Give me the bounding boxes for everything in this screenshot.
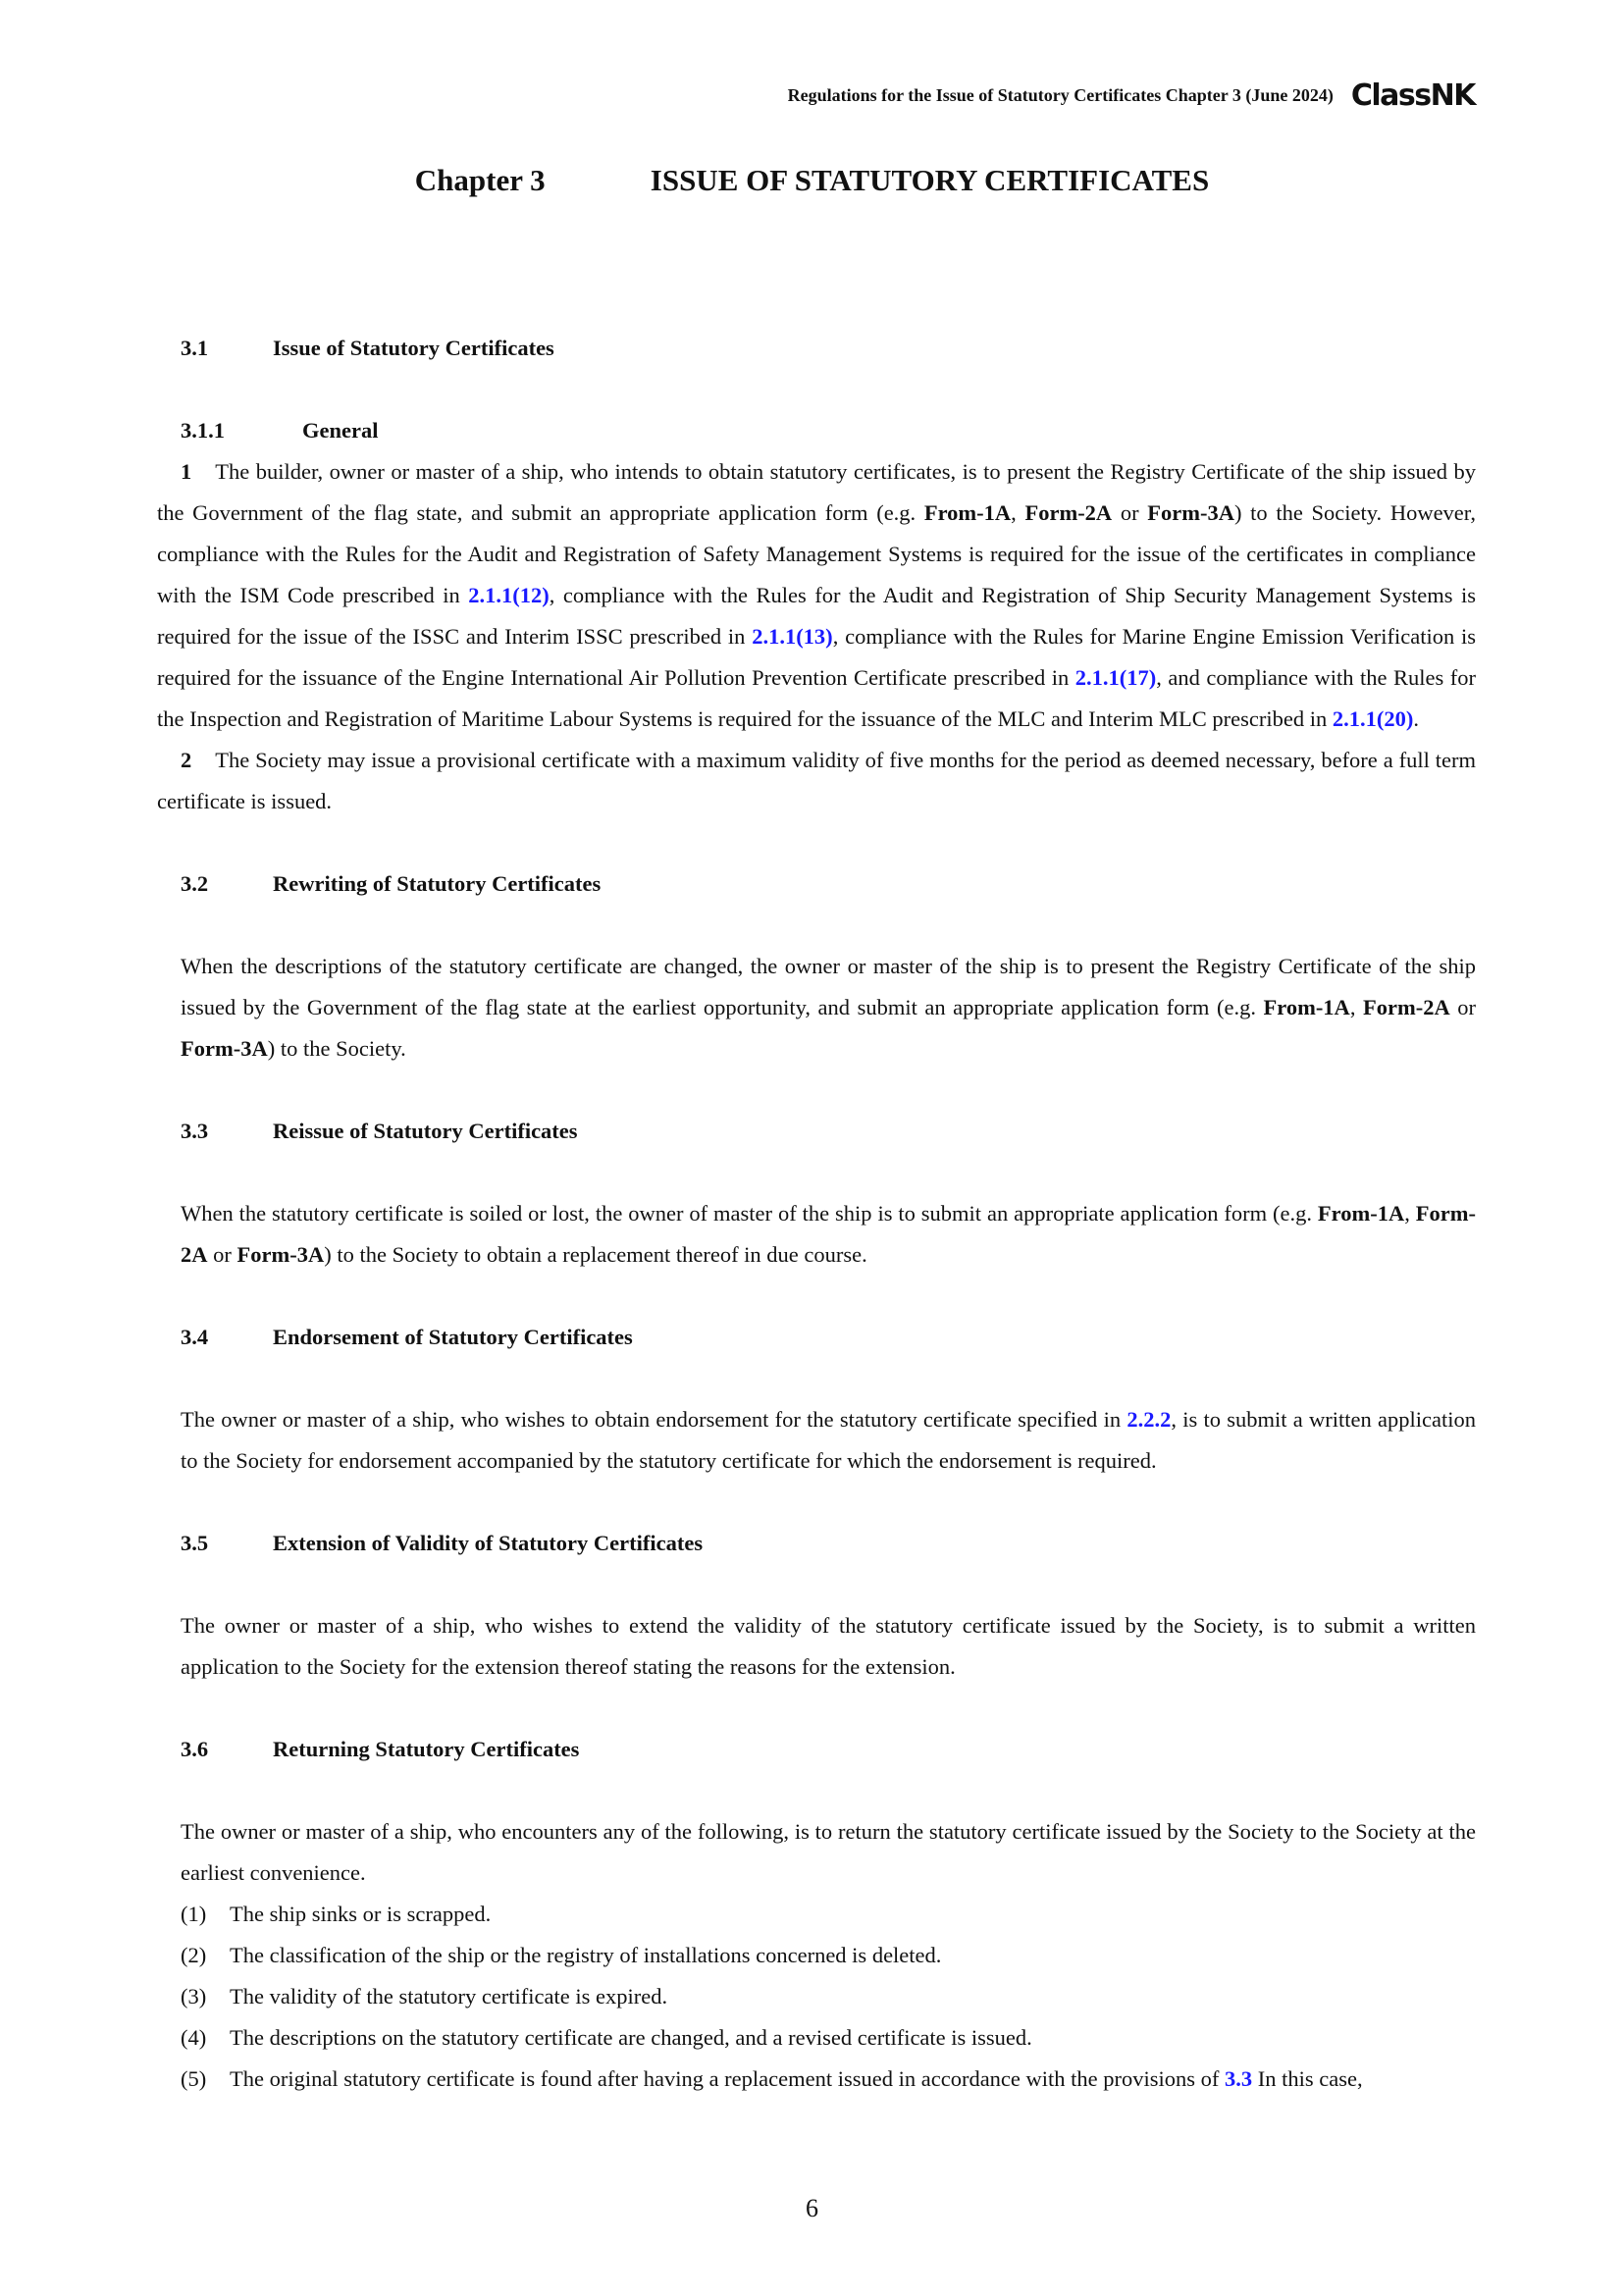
section-title: Endorsement of Statutory Certificates	[273, 1325, 633, 1349]
paragraph-3-6: The owner or master of a ship, who encounters any of the following, is to return the statutory certificate issued by the Society to the Society at the earliest convenience.	[181, 1819, 1476, 1885]
section-title: Reissue of Statutory Certificates	[273, 1119, 578, 1143]
paragraph-3-1-1-2: 2 The Society may issue a provisional certificate with a maximum validity of five months for the period as deemed necessary, before a full term certificate is issued.	[157, 748, 1476, 813]
section-title: Rewriting of Statutory Certificates	[273, 871, 602, 896]
ref-link-2-1-1-20[interactable]: 2.1.1(20)	[1332, 706, 1414, 731]
list-item: (3) The validity of the statutory certificate is expired.	[181, 1984, 668, 2009]
section-number: 3.5	[181, 1531, 209, 1555]
section-3-1-heading	[181, 328, 1476, 369]
ref-link-2-1-1-13[interactable]: 2.1.1(13)	[752, 624, 833, 649]
list-item: (2) The classification of the ship or the registry of installations concerned is deleted.	[181, 1943, 942, 1967]
chapter-title: ISSUE OF STATUTORY CERTIFICATES	[650, 163, 1210, 197]
paragraph-3-5: The owner or master of a ship, who wishes to extend the validity of the statutory certificate issued by the Society, is to submit a written application to the Society for the extension thereof stating the reasons for the extension.	[181, 1613, 1476, 1679]
paragraph-3-2: When the descriptions of the statutory certificate are changed, the owner or master of the ship is to present the Registry Certificate of the ship issued by the Government of the flag state at the earliest opportunity, and submit an appropriate application form (e.g. From-1A, Form-2A or Form-3A) to the Society.	[181, 954, 1476, 1061]
section-number: 3.6	[181, 1737, 209, 1761]
section-number: 3.2	[181, 871, 209, 896]
subsection-number: 3.1.1	[181, 418, 225, 443]
running-header	[788, 78, 1475, 113]
section-3-2-heading	[181, 863, 1476, 905]
subsection-3-1-1-heading	[181, 410, 1476, 451]
ref-link-2-1-1-12[interactable]: 2.1.1(12)	[468, 583, 550, 607]
section-3-3-heading	[181, 1111, 1476, 1152]
section-3-5-heading	[181, 1523, 1476, 1564]
paragraph-number: 2	[181, 748, 192, 772]
return-conditions-list	[181, 1894, 1476, 2100]
section-number: 3.1	[181, 336, 209, 360]
chapter-heading	[0, 163, 1624, 198]
section-number: 3.4	[181, 1325, 209, 1349]
section-3-4-heading	[181, 1317, 1476, 1358]
section-number: 3.3	[181, 1119, 209, 1143]
document-body	[157, 328, 1476, 2100]
paragraph-3-4: The owner or master of a ship, who wishes to obtain endorsement for the statutory certificate specified in 2.2.2, is to submit a written application to the Society for endorsement accompanied by the statutory certificate for which the endorsement is required.	[181, 1407, 1477, 1473]
list-item: (4) The descriptions on the statutory certificate are changed, and a revised certificate is issued.	[181, 2025, 1032, 2050]
chapter-number: Chapter 3	[414, 163, 546, 197]
paragraph-3-3: When the statutory certificate is soiled or lost, the owner of master of the ship is to submit an appropriate application form (e.g. From-1A, Form-2A or Form-3A) to the Society to obtain a replacement thereof in due course.	[181, 1201, 1476, 1267]
list-item: (1) The ship sinks or is scrapped.	[181, 1902, 492, 1926]
ref-link-2-2-2[interactable]: 2.2.2	[1126, 1407, 1172, 1432]
paragraph-number: 1	[181, 459, 192, 484]
running-title: Regulations for the Issue of Statutory Certificates Chapter 3 (June 2024)	[787, 85, 1334, 105]
paragraph-3-1-1-1: 1 The builder, owner or master of a ship, who intends to obtain statutory certificates, is to present the Registry Certificate of the ship issued by the Government of the flag state, and submit an appropriate application form (e.g. From-1A, Form-2A or Form-3A) to the Society. However, compliance with the Rules for the Audit and Registration of Safety Management Systems is required for the issue of the certificates in compliance with the ISM Code prescribed in 2.1.1(12), compliance with the Rules for the Audit and Registration of Ship Security Management Systems is required for the issue of the ISSC and Interim ISSC prescribed in 2.1.1(13), compliance with the Rules for Marine Engine Emission Verification is required for the issuance of the Engine International Air Pollution Prevention Certificate prescribed in 2.1.1(17), and compliance with the Rules for the Inspection and Registration of Maritime Labour Systems is required for the issuance of the MLC and Interim MLC prescribed in 2.1.1(20).	[157, 459, 1477, 731]
ref-link-3-3[interactable]: 3.3	[1225, 2066, 1253, 2091]
list-item: (5) The original statutory certificate is found after having a replacement issued in accordance with the provisions of 3.3 In this case,	[181, 2066, 1363, 2091]
section-title: Returning Statutory Certificates	[273, 1737, 580, 1761]
page-number: 6	[806, 2194, 818, 2222]
subsection-title: General	[302, 418, 379, 443]
section-3-6-heading	[181, 1729, 1476, 1770]
section-title: Extension of Validity of Statutory Certificates	[273, 1531, 704, 1555]
section-title: Issue of Statutory Certificates	[273, 336, 554, 360]
ref-link-2-1-1-17[interactable]: 2.1.1(17)	[1074, 665, 1157, 690]
classnk-logo: ClassNK	[1350, 78, 1475, 113]
